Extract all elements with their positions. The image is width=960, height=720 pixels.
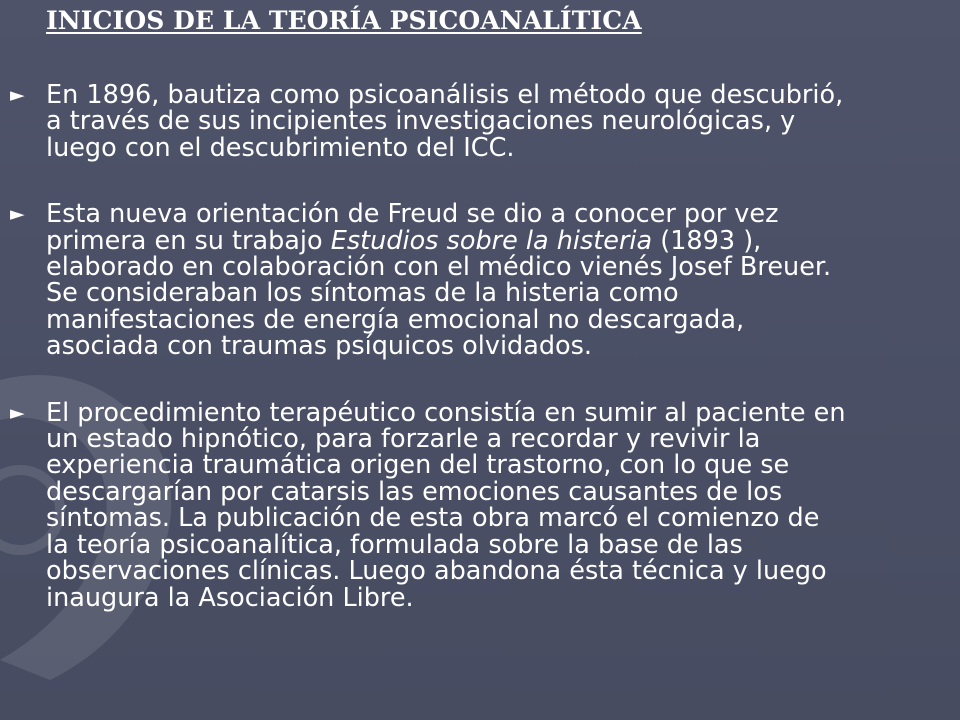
bullet-text-line: Se consideraban los síntomas de la histeria como	[46, 278, 679, 309]
bullet-text-line: manifestaciones de energía emocional no descargada,	[46, 304, 745, 335]
bullet-list	[0, 82, 960, 611]
text-run: (1893 ),	[652, 225, 762, 256]
text-run: primera en su trabajo	[46, 225, 331, 256]
bullet-arrow-icon: ►	[10, 203, 25, 226]
bullet-text-line: luego con el descubrimiento del ICC.	[46, 132, 515, 163]
bullet-item	[0, 82, 930, 161]
bullet-text-line: descargarían por catarsis las emociones causantes de los	[46, 476, 783, 507]
bullet-text-line: asociada con traumas psíquicos olvidados.	[46, 331, 593, 362]
bullet-arrow-icon: ►	[10, 84, 25, 106]
bullet-text-line: experiencia traumática origen del trastorno, con lo que se	[46, 450, 790, 481]
bullet-text-line: elaborado en colaboración con el médico vienés Josef Breuer.	[46, 252, 832, 283]
bullet-text-line	[46, 225, 930, 256]
slide-title: INICIOS DE LA TEORÍA PSICOANALÍTICA	[46, 6, 642, 35]
bullet-text-line: inaugura la Asociación Libre.	[46, 582, 414, 613]
bullet-item	[0, 397, 930, 613]
bullet-text-line: la teoría psicoanalítica, formulada sobre la base de las	[46, 529, 743, 560]
bullet-item	[0, 199, 930, 362]
bullet-text-line: El procedimiento terapéutico consistía en sumir al paciente en	[46, 397, 846, 428]
bullet-text-line: En 1896, bautiza como psicoanálisis el método que descubrió,	[46, 80, 844, 110]
bullet-text-line: observaciones clínicas. Luego abandona ésta técnica y luego	[46, 556, 827, 587]
bullet-text-line: a través de sus incipientes investigaciones neurológicas, y	[46, 106, 796, 137]
bullet-text-line: síntomas. La publicación de esta obra marcó el comienzo de	[46, 503, 820, 534]
book-title-italic: Estudios sobre la histeria	[330, 225, 653, 256]
bullet-text-line: un estado hipnótico, para forzarle a recordar y revivir la	[46, 424, 761, 455]
bullet-text-line: Esta nueva orientación de Freud se dio a conocer por vez	[46, 199, 779, 230]
bullet-arrow-icon: ►	[10, 401, 25, 424]
